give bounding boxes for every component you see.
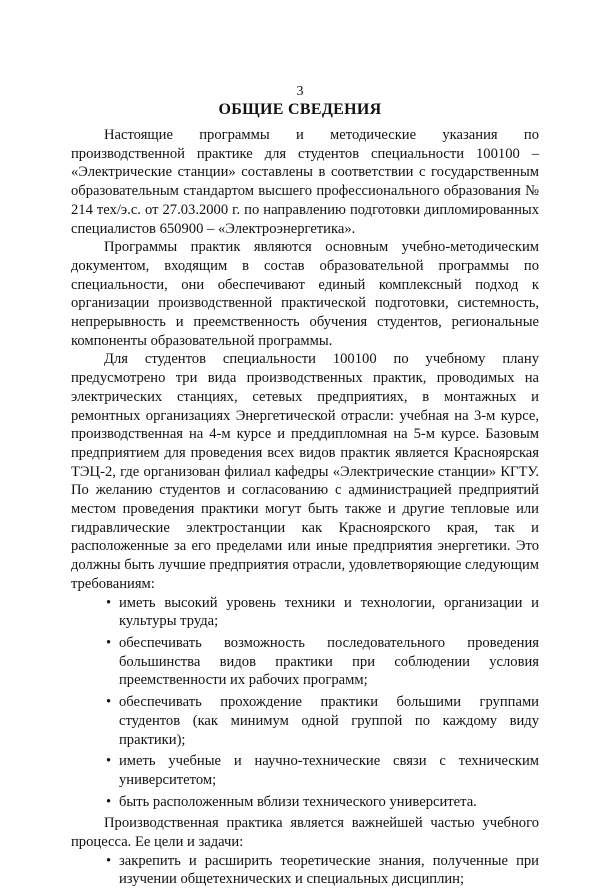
list-item-text: иметь высокий уровень техники и технологии, организации и культуры труда;	[119, 594, 539, 630]
list-item	[71, 693, 539, 749]
paragraph-goals-intro: Производственная практика является важнейшей частью учебного процесса. Ее цели и задачи:	[71, 815, 539, 851]
goals-list	[71, 852, 539, 889]
list-item-text: закрепить и расширить теоретические знания, полученные при изучении общетехнических и специальных дисциплин;	[119, 852, 539, 888]
list-item	[71, 634, 539, 690]
list-item	[71, 793, 539, 812]
list-item	[71, 594, 539, 631]
requirements-list	[71, 594, 539, 812]
bullet-icon: •	[106, 594, 112, 611]
list-item-text: иметь учебные и научно-технические связи с техническим университетом;	[119, 753, 539, 788]
list-item	[71, 752, 539, 789]
list-item-text: быть расположенным вблизи технического университета.	[119, 793, 477, 810]
bullet-icon: •	[106, 694, 112, 711]
list-item-text: обеспечивать возможность последовательного проведения большинства видов практики при соблюдении условия преемственности их рабочих программ;	[119, 634, 539, 689]
bullet-icon: •	[106, 793, 112, 810]
document-body	[71, 126, 539, 892]
page-number: 3	[296, 84, 304, 99]
paragraph-intro: Настоящие программы и методические указания по производственной практике для студентов специальности 100100 – «Электрические станции» составлены в соответствии с государственным образовательным стандартом высшего профессионального образования № 214 тех/э.с. от 27.03.2000 г. по направлению подготовки дипломированных специалистов 650900 – «Электроэнергетика».	[71, 127, 539, 237]
list-item-text: обеспечивать прохождение практики большими группами студентов (как минимум одной группой по каждому виду практики);	[119, 694, 539, 748]
paragraph-programs: Программы практик являются основным учебно-методическим документом, входящим в состав образовательной программы по специальности, они обеспечивают единый комплексный подход к организации производственной практической подготовки, системность, непрерывность и преемственность обучения студентов, региональные компоненты образовательной программы.	[71, 239, 539, 349]
bullet-icon: •	[106, 634, 112, 651]
bullet-icon: •	[106, 753, 112, 770]
list-item	[71, 852, 539, 889]
section-heading: ОБЩИЕ СВЕДЕНИЯ	[218, 101, 382, 118]
paragraph-practice-types: Для студентов специальности 100100 по учебному плану предусмотрено три вида производственных практик, проводимых на электрических станциях, сетевых предприятиях, в монтажных и ремонтных организациях Энергетической отрасли: учебная на 3-м курсе, производственная на 4-м курсе и преддипломная на 5-м курсе. Базовым предприятием для проведения всех видов практик является Красноярская ТЭЦ-2, где организован филиал кафедры «Электрические станции» КГТУ. По желанию студентов и согласованию с администрацией предприятий местом проведения практики могут быть также и другие тепловые или гидравлические электростанции как Красноярского края, так и расположенные за его пределами или иные предприятия энергетики. Это должны быть лучшие предприятия отрасли, удовлетворяющие следующим требованиям:	[71, 351, 539, 592]
bullet-icon: •	[106, 852, 112, 869]
